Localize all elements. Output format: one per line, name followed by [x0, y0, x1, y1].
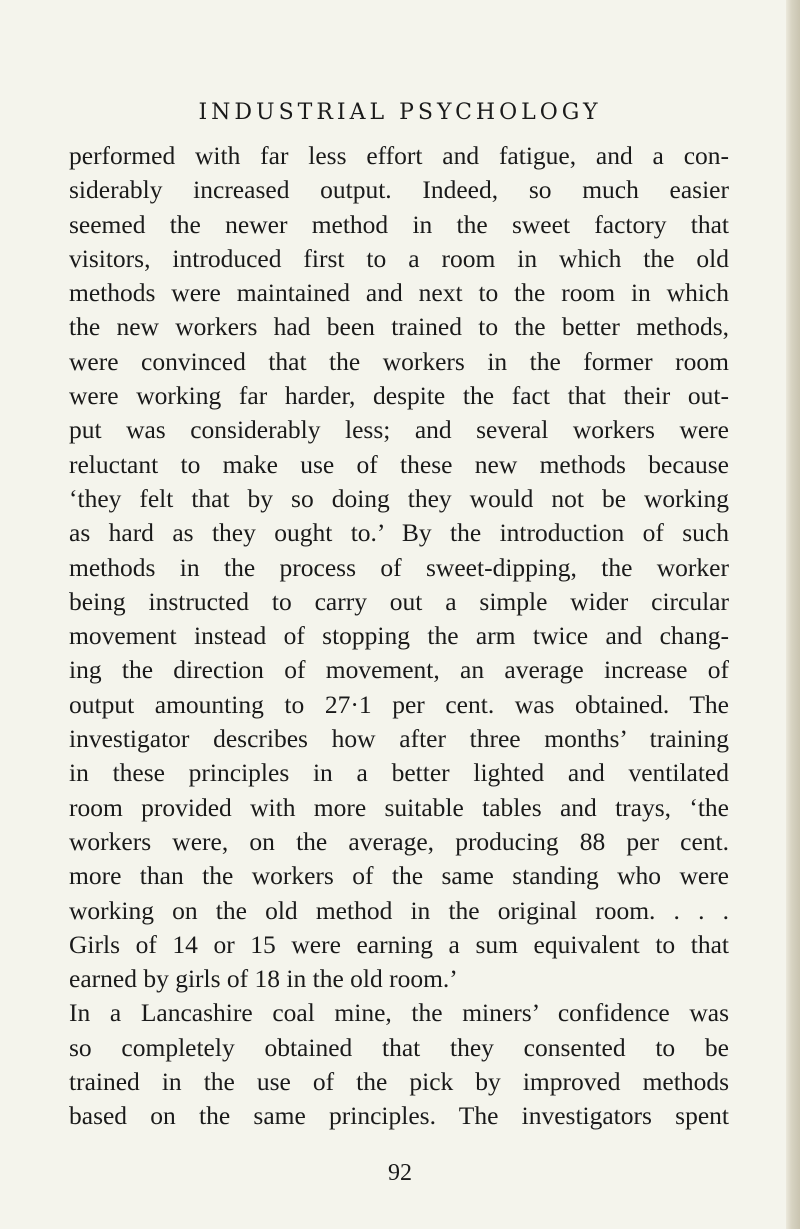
- text-line: workers were, on the average, producing 88 per cent.: [69, 826, 729, 856]
- text-line: Girls of 14 or 15 were earning a sum equivalent to that: [69, 929, 729, 959]
- text-line: investigator describes how after three months’ training: [69, 724, 729, 754]
- text-line: movement instead of stopping the arm twice and chang-: [69, 621, 729, 651]
- text-line: more than the workers of the same standing who were: [69, 861, 729, 891]
- text-line: earned by girls of 18 in the old room.’: [69, 964, 458, 994]
- text-line: trained in the use of the pick by improved methods: [69, 1067, 729, 1097]
- text-line: In a Lancashire coal mine, the miners’ confidence was: [69, 998, 729, 1028]
- text-line: seemed the newer method in the sweet factory that: [69, 209, 729, 239]
- running-head: INDUSTRIAL PSYCHOLOGY: [198, 100, 602, 125]
- text-line: methods in the process of sweet-dipping, the worker: [69, 552, 729, 582]
- text-line: visitors, introduced first to a room in which the old: [69, 243, 729, 273]
- text-line: were working far harder, despite the fact that their out-: [69, 381, 729, 411]
- text-line: reluctant to make use of these new methods because: [69, 449, 729, 479]
- text-line: in these principles in a better lighted and ventilated: [69, 758, 729, 788]
- text-line: siderably increased output. Indeed, so much easier: [69, 175, 729, 205]
- text-line: so completely obtained that they consented to be: [69, 1032, 729, 1062]
- text-line: performed with far less effort and fatigue, and a con-: [69, 141, 729, 170]
- text-line: based on the same principles. The investigators spent: [69, 1101, 729, 1131]
- page-edge-shadow: [786, 0, 800, 1229]
- text-line: ‘they felt that by so doing they would not be working: [69, 483, 729, 513]
- body-text: [69, 139, 729, 1134]
- text-line: room provided with more suitable tables and trays, ‘the: [69, 792, 729, 822]
- text-line: methods were maintained and next to the room in which: [69, 278, 729, 308]
- text-line: working on the old method in the original room. . . .: [69, 895, 729, 925]
- text-line: the new workers had been trained to the better methods,: [69, 312, 729, 342]
- page-number: 92: [388, 1160, 412, 1186]
- text-line: put was considerably less; and several workers were: [69, 415, 729, 445]
- text-line: output amounting to 27·1 per cent. was obtained. The: [69, 689, 729, 719]
- text-line: being instructed to carry out a simple wider circular: [69, 586, 729, 616]
- text-line: as hard as they ought to.’ By the introduction of such: [69, 518, 729, 548]
- text-line: were convinced that the workers in the former room: [69, 346, 729, 376]
- text-line: ing the direction of movement, an average increase of: [69, 655, 729, 685]
